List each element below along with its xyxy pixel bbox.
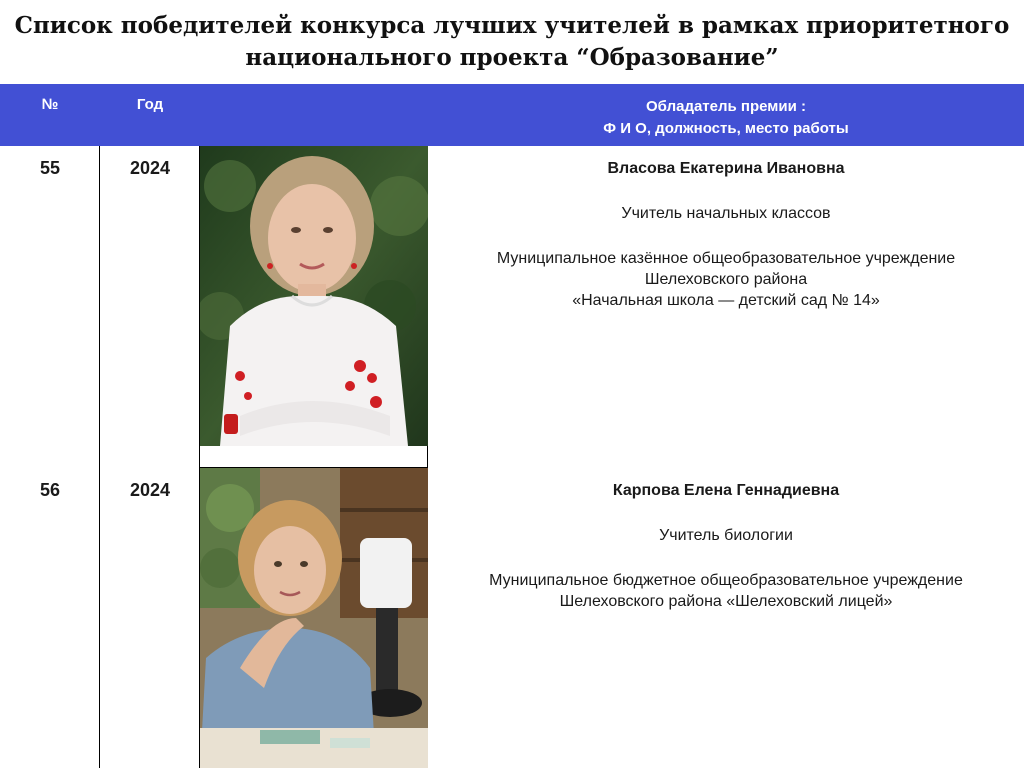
page-title: [0, 10, 1024, 74]
teacher-photo: [200, 468, 428, 768]
column-header-number: №: [41, 96, 59, 113]
table-header: [0, 84, 1024, 146]
column-header-year: Год: [136, 96, 164, 113]
portrait-image: [200, 468, 428, 768]
teacher-name: Власова Екатерина Ивановна: [607, 160, 845, 177]
row-number: 55: [39, 158, 61, 178]
page-title-line-2: национального проекта “Образование”: [245, 44, 779, 71]
column-header-owner-line-2: Ф И О, должность, место работы: [603, 120, 849, 137]
teacher-info: [428, 158, 1024, 311]
teacher-name: Карпова Елена Геннадиевна: [612, 482, 840, 499]
column-header-owner: [428, 96, 1024, 140]
teacher-position: Учитель биологии: [659, 527, 793, 544]
row-year: 2024: [129, 158, 171, 178]
row-year: 2024: [129, 480, 171, 500]
teacher-position: Учитель начальных классов: [621, 205, 831, 222]
table-row: [0, 146, 1024, 467]
teacher-workplace: Муниципальное казённое общеобразовательное учреждение Шелеховского района «Начальная школа — детский сад № 14»: [496, 250, 956, 309]
table-row: [0, 468, 1024, 768]
teacher-workplace: Муниципальное бюджетное общеобразовательное учреждение Шелеховского района «Шелеховский лицей»: [489, 572, 963, 610]
teacher-info: [428, 480, 1024, 612]
portrait-image: [200, 146, 428, 446]
column-header-owner-line-1: Обладатель премии :: [646, 98, 806, 115]
teacher-photo: [200, 146, 428, 446]
row-number: 56: [39, 480, 61, 500]
page-title-line-1: Список победителей конкурса лучших учителей в рамках приоритетного: [14, 12, 1010, 39]
